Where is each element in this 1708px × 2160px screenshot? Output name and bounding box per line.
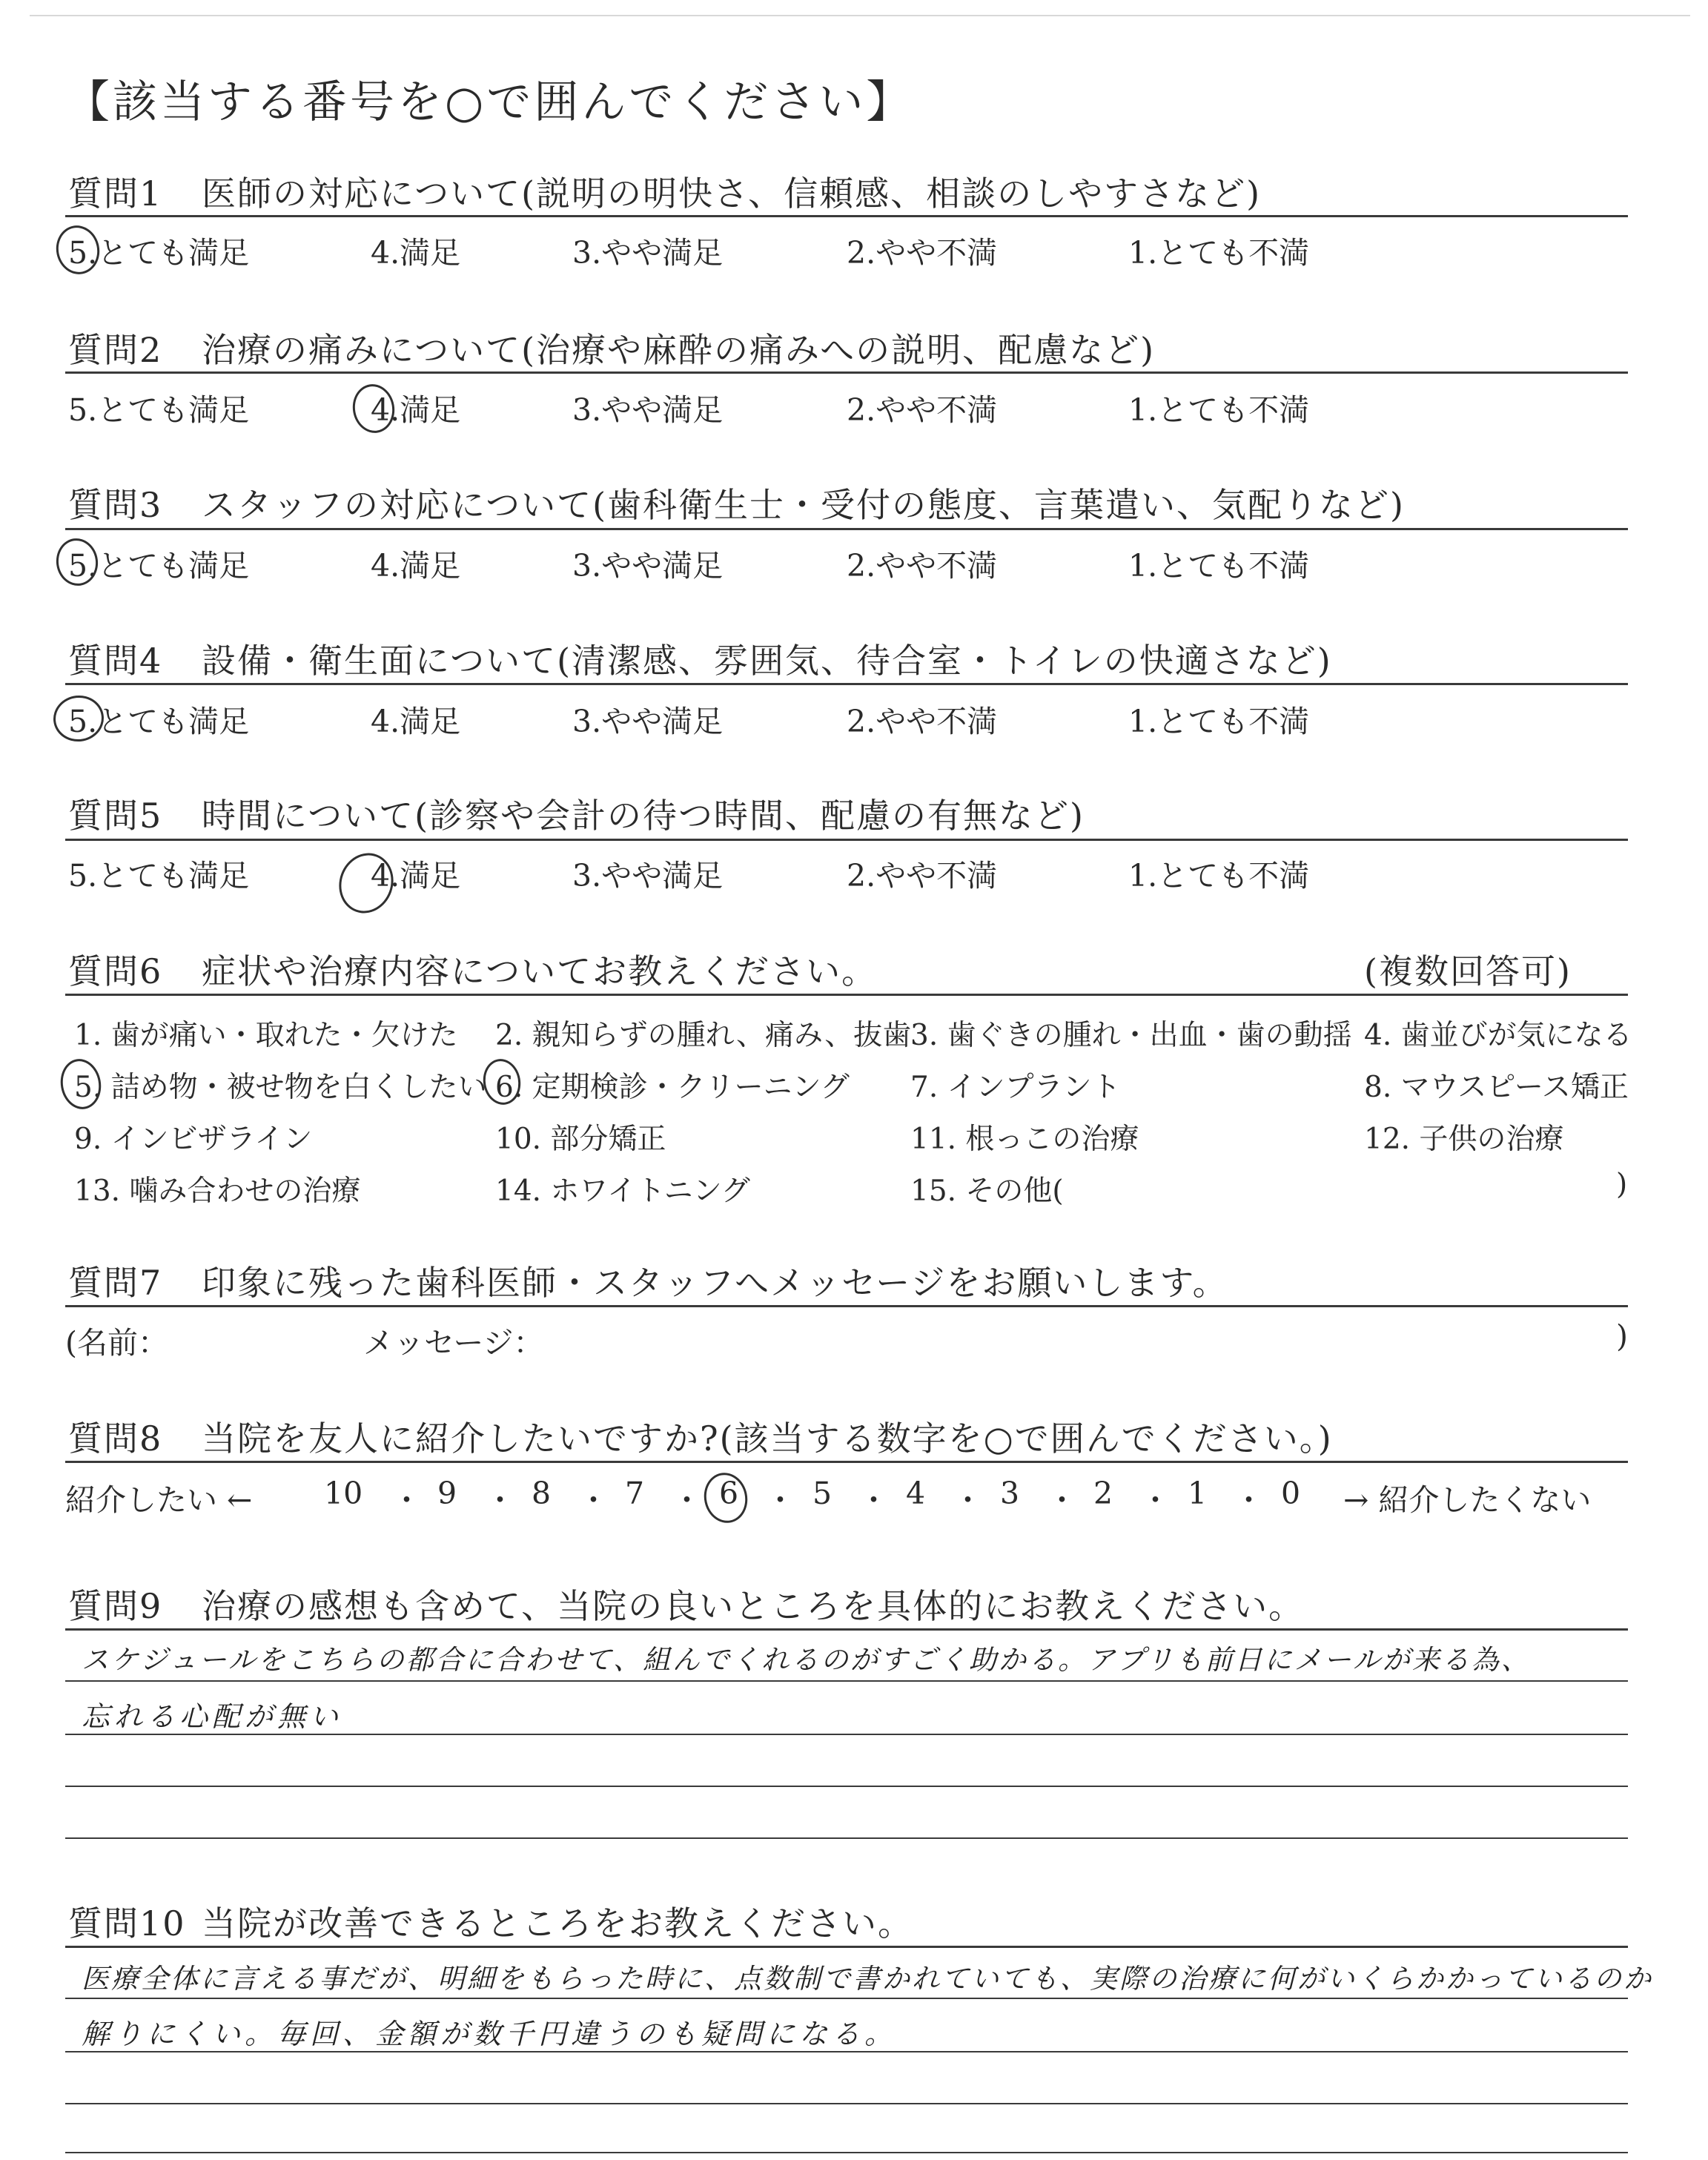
question-4-label: 質問4	[68, 641, 163, 681]
q3-option-5[interactable]: 5.とても満足	[68, 548, 250, 584]
q8-left-label: 紹介したい ←	[65, 1482, 253, 1518]
question-6-note: (複数回答可)	[1364, 951, 1572, 991]
q8-score-6[interactable]: 6	[719, 1476, 739, 1511]
q8-separator-dot: ・	[1140, 1482, 1171, 1518]
q4-option-4[interactable]: 4.満足	[371, 704, 461, 739]
q4-option-2[interactable]: 2.やや不満	[847, 704, 998, 739]
q10-writing-line	[65, 2103, 1628, 2104]
q3-option-2[interactable]: 2.やや不満	[847, 548, 998, 584]
question-1-label: 質問1	[68, 174, 163, 214]
q8-score-4[interactable]: 4	[906, 1476, 926, 1511]
q2-option-5[interactable]: 5.とても満足	[68, 392, 250, 428]
q1-option-1[interactable]: 1.とても不満	[1128, 235, 1310, 271]
question-4-text: 設備・衛生面について(清潔感、雰囲気、待合室・トイレの快適さなど)	[202, 641, 1332, 681]
question-3-rule	[65, 528, 1628, 530]
q8-score-0[interactable]: 0	[1281, 1476, 1301, 1511]
question-10-label: 質問10	[68, 1903, 186, 1943]
question-8-label: 質問8	[68, 1418, 163, 1459]
q9-writing-line	[65, 1786, 1628, 1787]
q6-item-4[interactable]: 4. 歯並びが気になる	[1364, 1019, 1632, 1052]
question-7-rule	[65, 1305, 1628, 1307]
q10-writing-line	[65, 2152, 1628, 2153]
q8-score-2[interactable]: 2	[1093, 1476, 1113, 1511]
q6-item-15-closing-paren: )	[1616, 1168, 1628, 1201]
q8-separator-dot: ・	[578, 1482, 609, 1518]
q9-writing-line	[65, 1680, 1628, 1682]
q8-separator-dot: ・	[485, 1482, 515, 1518]
q1-option-5[interactable]: 5.とても満足	[68, 235, 250, 271]
q6-item-11[interactable]: 11. 根っこの治療	[910, 1123, 1139, 1156]
q6-item-9[interactable]: 9. インビザライン	[74, 1123, 313, 1156]
q8-score-1[interactable]: 1	[1188, 1476, 1208, 1511]
q4-option-1[interactable]: 1.とても不満	[1128, 704, 1310, 739]
q2-option-3[interactable]: 3.やや満足	[572, 392, 724, 428]
q6-item-6[interactable]: 6. 定期検診・クリーニング	[495, 1071, 850, 1104]
question-10-rule	[65, 1946, 1628, 1948]
q7-closing-paren: )	[1616, 1318, 1628, 1354]
question-5-label: 質問5	[68, 796, 163, 836]
q7-message-label: メッセージ：	[363, 1325, 544, 1361]
question-5-rule	[65, 839, 1628, 841]
q6-item-12[interactable]: 12. 子供の治療	[1364, 1123, 1564, 1156]
q4-option-5[interactable]: 5.とても満足	[68, 704, 250, 739]
question-7-label: 質問7	[68, 1263, 163, 1303]
q1-option-2[interactable]: 2.やや不満	[847, 235, 998, 271]
question-3-text: スタッフの対応について(歯科衛生士・受付の態度、言葉遣い、気配りなど)	[202, 485, 1405, 525]
q8-separator-dot: ・	[672, 1482, 702, 1518]
question-2-label: 質問2	[68, 330, 163, 370]
q3-option-4[interactable]: 4.満足	[371, 548, 461, 584]
question-4-rule	[65, 683, 1628, 685]
q5-option-1[interactable]: 1.とても不満	[1128, 858, 1310, 894]
q8-separator-dot: ・	[1234, 1482, 1264, 1518]
question-8-text: 当院を友人に紹介したいですか?(該当する数字を○で囲んでください。)	[202, 1418, 1333, 1459]
question-9-text: 治療の感想も含めて、当院の良いところを具体的にお教えください。	[202, 1586, 1305, 1626]
question-7-text: 印象に残った歯科医師・スタッフへメッセージをお願いします。	[202, 1263, 1228, 1303]
q7-name-label: (名前：	[65, 1325, 168, 1361]
question-8-rule	[65, 1461, 1628, 1463]
q9-answer-line-1: スケジュールをこちらの都合に合わせて、組んでくれるのがすごく助かる。アプリも前日にメールが来る為、	[82, 1644, 1531, 1676]
q10-writing-line	[65, 2051, 1628, 2052]
q8-score-9[interactable]: 9	[437, 1476, 457, 1511]
q6-item-15[interactable]: 15. その他(	[910, 1175, 1064, 1208]
q8-score-5[interactable]: 5	[812, 1476, 833, 1511]
q8-score-7[interactable]: 7	[625, 1476, 645, 1511]
question-9-label: 質問9	[68, 1586, 163, 1626]
q2-option-2[interactable]: 2.やや不満	[847, 392, 998, 428]
q3-option-1[interactable]: 1.とても不満	[1128, 548, 1310, 584]
q1-option-4[interactable]: 4.満足	[371, 235, 461, 271]
question-1-text: 医師の対応について(説明の明快さ、信頼感、相談のしやすさなど)	[202, 174, 1262, 214]
q8-selection-circle	[700, 1469, 752, 1527]
question-2-text: 治療の痛みについて(治療や麻酔の痛みへの説明、配慮など)	[202, 330, 1156, 370]
q8-separator-dot: ・	[858, 1482, 889, 1518]
q3-option-3[interactable]: 3.やや満足	[572, 548, 724, 584]
q6-item-7[interactable]: 7. インプラント	[910, 1071, 1121, 1104]
q10-answer-line-1: 医療全体に言える事だが、明細をもらった時に、点数制で書かれていても、実際の治療に何がいくらかかっているのか	[82, 1963, 1653, 1995]
q5-option-3[interactable]: 3.やや満足	[572, 858, 724, 894]
q10-answer-line-2: 解りにくい。毎回、金額が数千円違うのも疑問になる。	[82, 2018, 898, 2050]
question-1-rule	[65, 215, 1628, 217]
question-6-text: 症状や治療内容についてお教えください。	[202, 951, 878, 991]
question-6-label: 質問6	[68, 951, 163, 991]
question-9-rule	[65, 1628, 1628, 1631]
q2-option-1[interactable]: 1.とても不満	[1128, 392, 1310, 428]
q8-right-label: → 紹介したくない	[1343, 1482, 1592, 1518]
q5-option-5[interactable]: 5.とても満足	[68, 858, 250, 894]
q8-separator-dot: ・	[391, 1482, 422, 1518]
q8-separator-dot: ・	[1047, 1482, 1077, 1518]
q6-item-2[interactable]: 2. 親知らずの腫れ、痛み、抜歯	[495, 1019, 912, 1052]
q8-separator-dot: ・	[953, 1482, 983, 1518]
question-3-label: 質問3	[68, 485, 163, 525]
q5-option-4[interactable]: 4.満足	[371, 858, 461, 894]
q8-score-10[interactable]: 10	[324, 1476, 363, 1511]
question-10-text: 当院が改善できるところをお教えください。	[202, 1903, 913, 1943]
page-title: 【該当する番号を○で囲んでください】	[65, 76, 914, 128]
q6-item-10[interactable]: 10. 部分矯正	[495, 1123, 666, 1156]
q6-item-13[interactable]: 13. 噛み合わせの治療	[74, 1175, 361, 1208]
q8-score-3[interactable]: 3	[1000, 1476, 1020, 1511]
q4-option-3[interactable]: 3.やや満足	[572, 704, 724, 739]
q6-item-14[interactable]: 14. ホワイトニング	[495, 1175, 750, 1208]
q9-answer-line-2: 忘れる心配が無い	[82, 1700, 343, 1733]
q1-option-3[interactable]: 3.やや満足	[572, 235, 724, 271]
q10-writing-line	[65, 1998, 1628, 1999]
q6-item-3[interactable]: 3. 歯ぐきの腫れ・出血・歯の動揺	[910, 1019, 1352, 1052]
q6-item-1[interactable]: 1. 歯が痛い・取れた・欠けた	[74, 1019, 458, 1052]
q5-option-2[interactable]: 2.やや不満	[847, 858, 998, 894]
question-6-rule	[65, 994, 1628, 996]
q2-option-4[interactable]: 4.満足	[371, 392, 461, 428]
q6-item-5[interactable]: 5. 詰め物・被せ物を白くしたい	[74, 1071, 487, 1104]
question-5-text: 時間について(診察や会計の待つ時間、配慮の有無など)	[202, 796, 1085, 836]
question-2-rule	[65, 371, 1628, 374]
page-top-edge	[30, 15, 1690, 16]
q8-score-8[interactable]: 8	[532, 1476, 552, 1511]
q9-writing-line	[65, 1837, 1628, 1839]
q6-item-8[interactable]: 8. マウスピース矯正	[1364, 1071, 1629, 1104]
q9-writing-line	[65, 1734, 1628, 1735]
q8-separator-dot: ・	[765, 1482, 795, 1518]
